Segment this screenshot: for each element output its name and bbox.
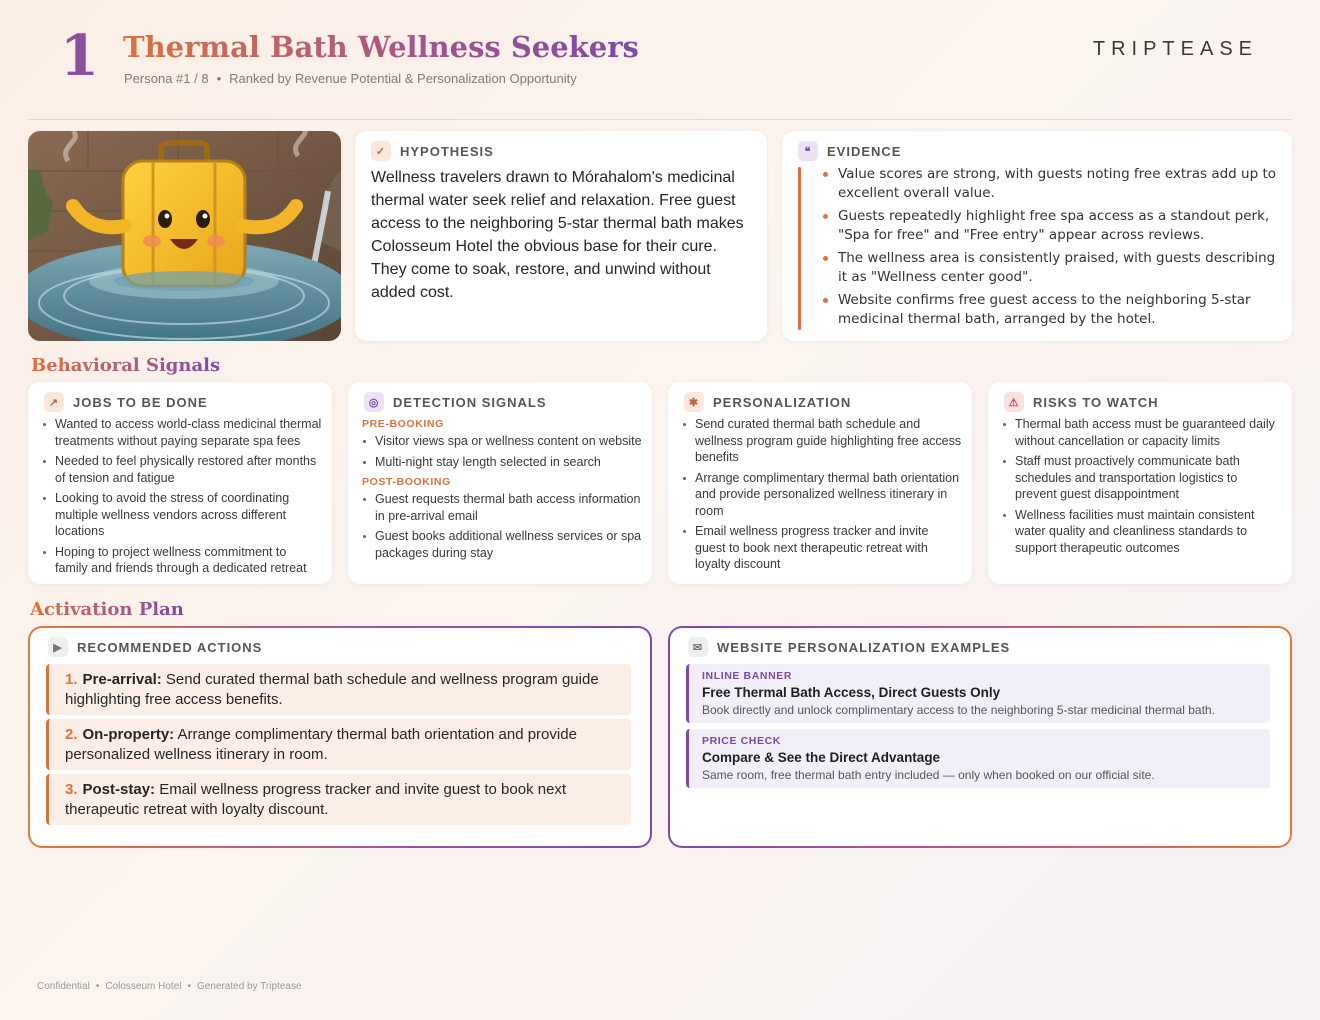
ranking-note: Ranked by Revenue Potential & Personalization Opportunity: [229, 71, 577, 86]
list-item: Multi-night stay length selected in search: [362, 454, 642, 471]
post-booking-list: [362, 491, 642, 561]
page-header: [0, 0, 1320, 120]
action-label: Post-stay:: [82, 781, 156, 798]
list-item: Thermal bath access must be guaranteed daily without cancellation or capacity limits: [1002, 416, 1282, 449]
evidence-item: Value scores are strong, with guests noting free extras add up to excellent overall value.: [822, 165, 1280, 203]
jobs-list: [42, 416, 322, 581]
target-icon: ◎: [364, 392, 384, 412]
subtitle-separator: •: [216, 71, 222, 86]
example-body: Same room, free thermal bath entry included — only when booked on our official site.: [702, 768, 1155, 782]
detection-signals-card: [348, 382, 652, 584]
pre-booking-list: [362, 433, 642, 470]
action-text: Send curated thermal bath schedule and wellness program guide highlighting free access benefits.: [65, 671, 599, 708]
evidence-card: [782, 131, 1292, 341]
recommended-actions-inner: [30, 628, 650, 846]
personalization-heading: [684, 392, 851, 412]
evidence-item: Website confirms free guest access to the neighboring 5-star medicinal thermal bath, arranged by the hotel.: [822, 291, 1280, 329]
evidence-heading: [798, 141, 901, 161]
list-item: Needed to feel physically restored after months of tension and fatigue: [42, 453, 322, 486]
footer-hotel: Colosseum Hotel: [105, 981, 182, 992]
evidence-heading-label: EVIDENCE: [827, 143, 902, 159]
arrow-up-right-icon: ↗: [44, 392, 64, 412]
post-booking-label: POST-BOOKING: [362, 476, 451, 488]
activation-plan-title: Activation Plan: [30, 599, 184, 620]
action-label: On-property:: [82, 726, 175, 743]
hypothesis-heading: [371, 141, 494, 161]
action-item-pre-arrival: [46, 664, 631, 715]
footer-confidential: Confidential: [37, 981, 90, 992]
page-title: Thermal Bath Wellness Seekers: [123, 30, 639, 64]
hypothesis-heading-label: HYPOTHESIS: [400, 143, 494, 159]
list-item: Wanted to access world-class medicinal thermal treatments without paying separate spa fees: [42, 416, 322, 449]
list-item: Email wellness progress tracker and invite guest to book next therapeutic retreat with loyalty discount: [682, 523, 962, 573]
sparkle-icon: ✱: [684, 392, 704, 412]
example-type-label: INLINE BANNER: [702, 670, 793, 682]
jobs-heading: [44, 392, 208, 412]
action-number: 1.: [65, 671, 78, 688]
list-item: Arrange complimentary thermal bath orientation and provide personalized wellness itinerary in room: [682, 470, 962, 520]
recommended-actions-heading: [48, 637, 262, 657]
example-headline: Free Thermal Bath Access, Direct Guests Only: [702, 685, 1001, 700]
footer-generated-by: Generated by Triptease: [197, 981, 302, 992]
header-divider: [28, 119, 1292, 120]
list-item: Hoping to project wellness commitment to family and friends through a dedicated retreat: [42, 544, 322, 577]
quote-icon: ❝: [798, 141, 818, 161]
mail-icon: ✉: [688, 637, 708, 657]
risks-to-watch-card: [988, 382, 1292, 584]
example-headline: Compare & See the Direct Advantage: [702, 750, 941, 765]
jobs-heading-label: JOBS TO BE DONE: [73, 394, 208, 410]
risks-heading-label: RISKS TO WATCH: [1033, 394, 1159, 410]
suitcase-mascot-icon: [28, 131, 341, 341]
brand-logo: TRIPTEASE: [1092, 38, 1258, 60]
evidence-item: The wellness area is consistently praised, with guests describing it as "Wellness center good".: [822, 249, 1280, 287]
play-icon: ▶: [48, 637, 68, 657]
list-item: Send curated thermal bath schedule and wellness program guide highlighting free access benefits: [682, 416, 962, 466]
footer-separator: •: [187, 981, 191, 992]
jobs-to-be-done-card: [28, 382, 332, 584]
action-number: 3.: [65, 781, 78, 798]
persona-rank-number: 1: [60, 23, 99, 89]
action-text: Email wellness progress tracker and invite guest to book next therapeutic retreat with loyalty discount.: [65, 781, 567, 818]
personalization-heading-label: PERSONALIZATION: [713, 394, 852, 410]
example-type-label: PRICE CHECK: [702, 735, 781, 747]
detection-content: [362, 416, 642, 565]
risks-list: [1002, 416, 1282, 560]
website-personalization-heading-label: WEBSITE PERSONALIZATION EXAMPLES: [717, 639, 1011, 655]
action-number: 2.: [65, 726, 78, 743]
action-text: Arrange complimentary thermal bath orientation and provide personalized wellness itinerary in room.: [65, 726, 577, 763]
page-footer: [37, 981, 302, 992]
page-subtitle: [124, 71, 577, 86]
list-item: Looking to avoid the stress of coordinating multiple wellness vendors across different locations: [42, 490, 322, 540]
warning-icon: ⚠: [1004, 392, 1024, 412]
persona-illustration: [28, 131, 341, 341]
list-item: Guest requests thermal bath access information in pre-arrival email: [362, 491, 642, 524]
hypothesis-card: [355, 131, 767, 341]
pre-booking-label: PRE-BOOKING: [362, 418, 444, 430]
footer-separator: •: [95, 981, 100, 992]
evidence-item: Guests repeatedly highlight free spa access as a standout perk, "Spa for free" and "Free entry" appear across reviews.: [822, 207, 1280, 245]
list-item: Wellness facilities must maintain consistent water quality and cleanliness standards to support therapeutic outcomes: [1002, 507, 1282, 557]
website-personalization-panel: [668, 626, 1292, 848]
website-personalization-inner: [670, 628, 1290, 846]
website-example-price-check: [686, 729, 1270, 788]
website-personalization-heading: [688, 637, 1010, 657]
list-item: Staff must proactively communicate bath schedules and transportation logistics to prevent guest disappointment: [1002, 453, 1282, 503]
website-example-inline-banner: [686, 664, 1270, 723]
action-item-post-stay: [46, 774, 631, 825]
behavioral-signals-title: Behavioral Signals: [31, 355, 221, 376]
action-label: Pre-arrival:: [82, 671, 162, 688]
recommended-actions-heading-label: RECOMMENDED ACTIONS: [77, 639, 263, 655]
hypothesis-text: Wellness travelers drawn to Mórahalom's medicinal thermal water seek relief and relaxation. Free guest access to the neighboring 5-star thermal bath makes Colosseum Hotel the obvious base for their cure. They come to soak, restore, and unwind without added cost.: [371, 169, 744, 301]
example-body: Book directly and unlock complimentary access to the neighboring 5-star medicinal thermal bath.: [702, 703, 1215, 717]
personalization-list: [682, 416, 962, 577]
checkmark-icon: ✓: [371, 141, 391, 161]
recommended-actions-panel: [28, 626, 652, 848]
detection-heading-label: DETECTION SIGNALS: [393, 394, 547, 410]
list-item: Visitor views spa or wellness content on website: [362, 433, 642, 450]
action-item-on-property: [46, 719, 631, 770]
personalization-card: [668, 382, 972, 584]
persona-count: Persona #1 / 8: [124, 71, 209, 86]
evidence-accent-bar: [798, 167, 801, 330]
list-item: Guest books additional wellness services or spa packages during stay: [362, 528, 642, 561]
detection-heading: [364, 392, 547, 412]
evidence-list: [822, 165, 1280, 333]
risks-heading: [1004, 392, 1158, 412]
